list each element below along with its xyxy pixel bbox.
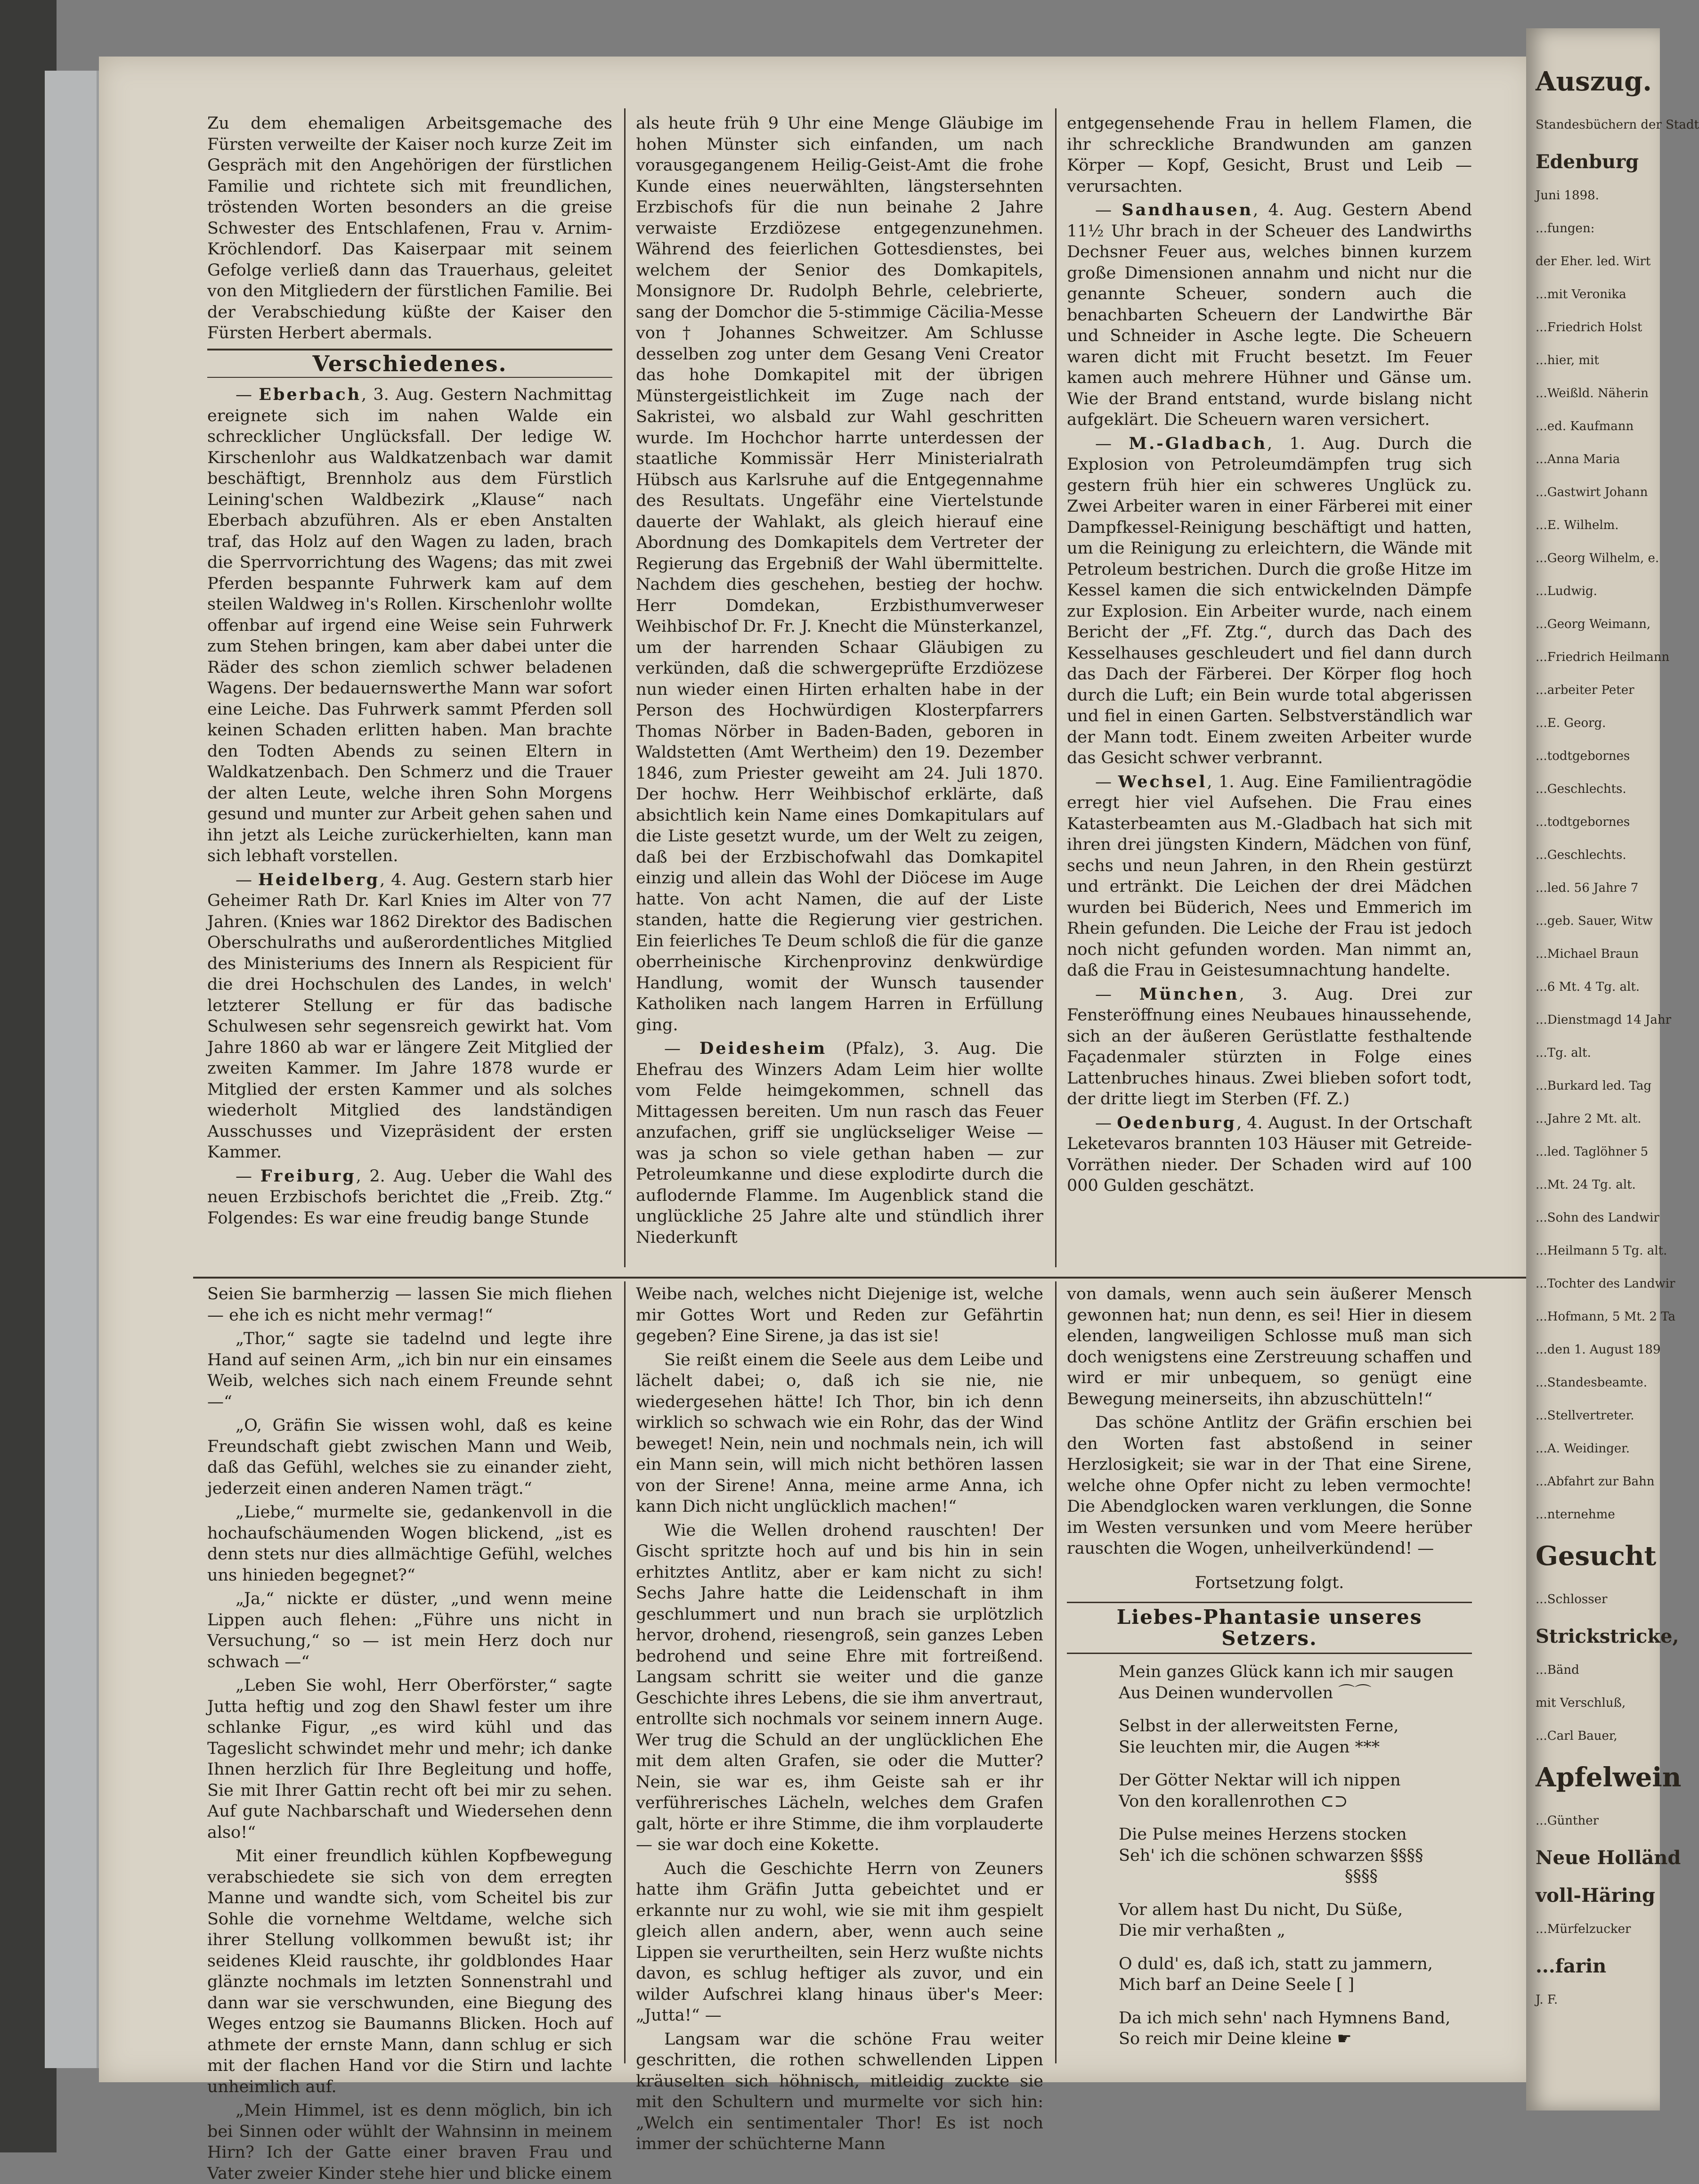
adjacent-page-line: ...led. Taglöhner 5 <box>1536 1145 1649 1159</box>
poem-stanza <box>1067 2008 1472 2050</box>
adjacent-page-line: ...6 Mt. 4 Tg. alt. <box>1536 980 1640 994</box>
news-text: , 4. Aug. Gestern Abend 11½ Uhr brach in der Scheuer des Landwirths Dechsner Feuer aus, welches binnen kurzem große Dimensionen annahm und nicht nur die genannte Scheuer, sondern auch die benachbarten Scheuern der Landwirthe Bär und Schneider in Asche legte. Die Scheuern waren dicht mit Frucht besetzt. Im Feuer kamen auch mehrere Hühner und Gänse um. Wie der Brand entstand, wurde bislang nicht aufgeklärt. Die Scheuern waren versichert. <box>1067 201 1472 429</box>
adjacent-page-line: Strickstricke, <box>1536 1625 1679 1647</box>
adjacent-page-line: ...Georg Weimann, <box>1536 617 1651 631</box>
adjacent-page-line: ...Günther <box>1536 1814 1599 1828</box>
column-rule <box>1055 108 1057 1267</box>
poem-line: Vor allem hast Du nicht, Du Süße, <box>1119 1900 1403 1919</box>
news-text: , 1. Aug. Durch die Explosion von Petroleumdämpfen trug sich gestern früh hier ein schweres Unglück zu. Zwei Arbeiter waren in einer Färberei mit einer Dampfkessel-Reinigung beschäftigt und hatten, um die Reinigung zu erleichtern, die Wände mit Petroleum bestrichen. Durch die große Hitze im Kessel kamen die sich entwickelnden Dämpfe zur Explosion. Ein Arbeiter wurde, nach einem Bericht der „Ff. Ztg.“, durch das Dach des Kesselhauses geschleudert und fiel dann durch das Dach der Färberei. Der Körper flog hoch durch die Luft; ein Bein wurde total abgerissen und fiel in einen Garten. Selbstverständlich war der Mann todt. Einem zweiten Arbeiter wurde das Gesicht schwer verbrannt. <box>1067 434 1472 767</box>
feuilleton-separator <box>193 1277 1559 1279</box>
news-text: , 1. Aug. Eine Familientragödie erregt hier viel Aufsehen. Die Frau eines Katasterbeamten aus M.-Gladbach hat sich mit ihren drei jüngsten Kindern, Mädchen von fünf, sechs und neun Jahren, in den Rhein gestürzt und ertränkt. Die Leichen der drei Mädchen wurden bei Büderich, Nees und Emmerich im Rhein gefunden. Die Leiche der Frau ist jedoch noch nicht gefunden worden. Man nimmt an, daß die Frau in Geistesumnachtung handelte. <box>1067 772 1472 980</box>
adjacent-page-line: ...Hofmann, 5 Mt. 2 Ta <box>1536 1310 1675 1324</box>
poem-title: Liebes-Phantasie unseres Setzers. <box>1067 1602 1472 1654</box>
adjacent-page-line: ...farin <box>1536 1955 1607 1977</box>
news-item: — Wechsel, 1. Aug. Eine Familientragödie erregt hier viel Aufsehen. Die Frau eines Katasterbeamten aus M.-Gladbach hat sich mit ihren drei jüngsten Kindern, Mädchen von fünf, sechs und neun Jahren, in den Rhein gestürzt und ertränkt. Die Leichen der drei Mädchen wurden bei Büderich, Nees und Emmerich im Rhein gefunden. Die Leiche der Frau ist jedoch noch nicht gefunden worden. Man nimmt an, daß die Frau in Geistesumnachtung handelte. <box>1067 772 1472 980</box>
adjacent-page-line: ...hier, mit <box>1536 353 1599 367</box>
adjacent-page-line: ...Friedrich Heilmann <box>1536 650 1670 664</box>
adjacent-page-line: ...fungen: <box>1536 221 1595 236</box>
news-place: Wechsel <box>1118 772 1207 791</box>
poem-stanza <box>1067 1954 1472 1996</box>
news-text: (Pfalz), 3. Aug. Die Ehefrau des Winzers Adam Leim hier wollte vom Felde heimgekommen, schnell das Mittagessen bereiten. Um nun rasch das Feuer anzufachen, griff sie unglückseliger Weise — was ja schon so viele gethan haben — zur Petroleumkanne und diese explodirte durch die auflodernde Flamme. Im Augenblick stand die unglückliche 25 Jahre alte und stündlich ihrer Niederkunft <box>636 1039 1043 1247</box>
news-place: Heidelberg <box>258 870 380 889</box>
poem-line: Mein ganzes Glück kann ich mir saugen <box>1119 1662 1454 1681</box>
news-item: — München, 3. Aug. Drei zur Fensteröffnung eines Neubaues hinaussehende, sich an der äußeren Gerüstlatte festhaltende Façadenmaler stürzten in Folge eines Lattenbruches hinaus. Zwei blieben sofort todt, der dritte liegt im Sterben (Ff. Z.) <box>1067 984 1472 1108</box>
adjacent-page-line: Gesucht <box>1536 1540 1657 1572</box>
news-place: München <box>1139 984 1239 1004</box>
adjacent-page-line: ...Ludwig. <box>1536 584 1597 598</box>
news-place: Freiburg <box>260 1166 356 1186</box>
story-paragraph: Auch die Geschichte Herrn von Zeuners hatte ihm Gräfin Jutta gebeichtet und er erkannte nur zu wohl, wie sie mit ihm gespielt gleich allen andern, aber, wenn auch seine Lippen sie verurtheilten, sein Herz wußte nichts davon, es schlug heftiger als zuvor, und ein wilder Aufschrei klang hinaus über's Meer: „Jutta!“ — <box>636 1859 1043 2025</box>
adjacent-page-line: der Eher. led. Wirt <box>1536 254 1651 269</box>
column-3-top <box>1067 113 1472 1272</box>
book-spine <box>45 71 99 2068</box>
adjacent-page-line: Apfelwein <box>1536 1762 1682 1793</box>
adjacent-page-line: ...todtgebornes <box>1536 749 1630 763</box>
poem-line: §§§§ <box>1345 1867 1378 1886</box>
adjacent-page-line: ...Geschlechts. <box>1536 848 1626 862</box>
adjacent-page-line: ...Heilmann 5 Tg. alt. <box>1536 1244 1667 1258</box>
poem-line: O duld' es, daß ich, statt zu jammern, <box>1119 1954 1433 1973</box>
news-text: , 3. Aug. Drei zur Fensteröffnung eines Neubaues hinaussehende, sich an der äußeren Gerüstlatte festhaltende Façadenmaler stürzten in Folge eines Lattenbruches hinaus. Zwei blieben sofort todt, der dritte liegt im Sterben (Ff. Z.) <box>1067 985 1472 1108</box>
adjacent-page-line: ...Standesbeamte. <box>1536 1376 1647 1390</box>
adjacent-page-line: ...Weißld. Näherin <box>1536 386 1649 400</box>
news-item: — Heidelberg, 4. Aug. Gestern starb hier Geheimer Rath Dr. Karl Knies im Alter von 77 Jahren. (Knies war 1862 Direktor des Badischen Oberschulraths und außerordentliches Mitglied des Ministeriums des Innern als Respicient für die drei Hochschulen des Landes, in welch' letzterer Stellung er für das badische Schulwesen sehr segensreich gewirkt hat. Vom Jahre 1860 ab war er längere Zeit Mitglied der zweiten Kammer. Im Jahre 1878 wurde er Mitglied der ersten Kammer und als solches wiederholt Mitglied des landständigen Ausschusses und Vizepräsident der ersten Kammer. <box>207 870 612 1162</box>
adjacent-page-line: Edenburg <box>1536 151 1639 173</box>
adjacent-page-line: ...Carl Bauer, <box>1536 1729 1618 1743</box>
adjacent-page-line: Standesbüchern der Stadt <box>1536 118 1699 132</box>
story-paragraph: Weibe nach, welches nicht Diejenige ist, welche mir Gottes Wort und Reden zur Gefährtin gegeben? Eine Sirene, ja das ist sie! <box>636 1285 1043 1345</box>
adjacent-page-line: ...Gastwirt Johann <box>1536 485 1648 499</box>
adjacent-page-line: mit Verschluß, <box>1536 1696 1626 1710</box>
story-paragraph: Sie reißt einem die Seele aus dem Leibe und lächelt dabei; o, daß ich sie nie, nie wiedergesehen hätte! Ich Thor, bin ich denn wirklich so schwach wie ein Rohr, das der Wind beweget! Nein, nein und nochmals nein, ich will ein Mann sein, will mich nicht bethören lassen von der Sirene! Anna, meine arme Anna, ich kann Dich nicht unglücklich machen!“ <box>636 1350 1043 1516</box>
adjacent-page-line: ...den 1. August 189 <box>1536 1343 1661 1357</box>
adjacent-page-line: ...Tg. alt. <box>1536 1046 1591 1060</box>
adjacent-page-line: Neue Holländ <box>1536 1847 1681 1869</box>
adjacent-page-line: Auszug. <box>1536 66 1652 97</box>
story-paragraph: „Thor,“ sagte sie tadelnd und legte ihre Hand auf seinen Arm, „ich bin nur ein einsames Weib, welches sich nach einem Freunde sehnt —“ <box>207 1329 612 1411</box>
news-text: , 4. August. In der Ortschaft Leketevaros brannten 103 Häuser mit Getreide-Vorräthen nieder. Der Schaden wird auf 100 000 Gulden geschätzt. <box>1067 1113 1472 1195</box>
news-place: Eberbach <box>259 385 362 404</box>
adjacent-page-line: ...led. 56 Jahre 7 <box>1536 881 1639 895</box>
news-item: — M.-Gladbach, 1. Aug. Durch die Explosion von Petroleumdämpfen trug sich gestern früh hier ein schweres Unglück zu. Zwei Arbeiter waren in einer Färberei mit einer Dampfkessel-Reinigung beschäftigt und hatten, um die Reinigung zu erleichtern, die Wände mit Petroleum bestrichen. Durch die große Hitze im Kessel kamen die sich entwickelnden Dämpfe zur Explosion. Ein Arbeiter wurde, nach einem Bericht der „Ff. Ztg.“, durch das Dach des Kesselhauses geschleudert und fiel dann durch das Dach der Färberei. Der Körper flog hoch durch die Luft; ein Bein wurde total abgerissen und fiel in einen Garten. Selbstverständlich war der Mann todt. Einem zweiten Arbeiter wurde das Gesicht schwer verbrannt. <box>1067 433 1472 767</box>
article-continuation: entgegensehende Frau in hellem Flamen, die ihr schreckliche Brandwunden am ganzen Körper — Kopf, Gesicht, Brust und Leib — verursachten. <box>1067 114 1472 196</box>
column-2-bottom <box>636 1284 1043 2153</box>
column-3-bottom <box>1067 1284 1472 2066</box>
adjacent-page-line: ...geb. Sauer, Witw <box>1536 914 1653 928</box>
story-paragraph: von damals, wenn auch sein äußerer Mensch gewonnen hat; nun denn, es sei! Hier in diesem elenden, langweiligen Schlosse muß man sich doch wenigstens eine Zerstreuung schaffen und wird er mir unbequem, so genügt eine Bewegung meinerseits, ihn abzuschütteln!“ <box>1067 1285 1472 1409</box>
adjacent-page-line: ...nternehme <box>1536 1508 1615 1522</box>
adjacent-page-line: ...Geschlechts. <box>1536 782 1626 796</box>
section-heading: Verschiedenes. <box>207 349 612 378</box>
story-paragraph: Langsam war die schöne Frau weiter geschritten, die rothen schwellenden Lippen kräuselten sich höhnisch, mitleidig zuckte sie mit den Schultern und murmelte vor sich hin: „Welch ein sentimentaler Thor! Es ist noch immer der schüchterne Mann <box>636 2029 1043 2153</box>
column-rule <box>624 1281 626 2063</box>
column-rule <box>624 108 626 1267</box>
news-place: Sandhausen <box>1122 200 1253 220</box>
adjacent-page-line: ...ed. Kaufmann <box>1536 419 1634 433</box>
news-item: — Freiburg, 2. Aug. Ueber die Wahl des neuen Erzbischofs berichtet die „Freib. Ztg.“ Folgendes: Es war eine freudig bange Stunde <box>207 1166 612 1228</box>
poem-line: Da ich mich sehn' nach Hymnens Band, <box>1119 2008 1451 2028</box>
adjacent-page-line: ...A. Weidinger. <box>1536 1442 1630 1456</box>
story-paragraph: „Liebe,“ murmelte sie, gedankenvoll in die hochaufschäumenden Wogen blickend, „ist es denn stets nur dies allmächtige Gefühl, welches uns hinieden begegnet?“ <box>207 1503 612 1585</box>
news-item: — Sandhausen, 4. Aug. Gestern Abend 11½ Uhr brach in der Scheuer des Landwirths Dechsner Feuer aus, welches binnen kurzem große Dimensionen annahm und nicht nur die genannte Scheuer, sondern auch die benachbarten Scheuern der Landwirthe Bär und Schneider in Asche legte. Die Scheuern waren dicht mit Frucht besetzt. Im Feuer kamen auch mehrere Hühner und Gänse um. Wie der Brand entstand, wurde bislang nicht aufgeklärt. Die Scheuern waren versichert. <box>1067 200 1472 429</box>
news-text: , 4. Aug. Gestern starb hier Geheimer Rath Dr. Karl Knies im Alter von 77 Jahren. (Knies war 1862 Direktor des Badischen Oberschulraths und außerordentliches Mitglied des Ministeriums des Innern als Respicient für die drei Hochschulen des Landes, in welch' letzterer Stellung er für das badische Schulwesen sehr segensreich gewirkt hat. Vom Jahre 1860 ab war er längere Zeit Mitglied der zweiten Kammer. Im Jahre 1878 wurde er Mitglied der ersten Kammer und als solches wiederholt Mitglied des landständigen Ausschusses und Vizepräsident der ersten Kammer. <box>207 870 612 1162</box>
adjacent-page-line: ...Tochter des Landwir <box>1536 1277 1675 1291</box>
story-paragraph: „Leben Sie wohl, Herr Oberförster,“ sagte Jutta heftig und zog den Shawl fester um ihre schlanke Figur, „es wird kühl und das Tageslicht schwindet mehr und mehr; ich danke Ihnen herzlich für Ihre Begleitung und hoffe, Sie mit Ihrer Gattin recht oft bei mir zu sehen. Auf gute Nachbarschaft und Wiedersehen denn also!“ <box>207 1676 612 1842</box>
adjacent-page-line: J. F. <box>1536 1993 1558 2007</box>
news-item: — Oedenburg, 4. August. In der Ortschaft Leketevaros brannten 103 Häuser mit Getreide-Vorräthen nieder. Der Schaden wird auf 100 000 Gulden geschätzt. <box>1067 1113 1472 1195</box>
adjacent-page-line: ...Jahre 2 Mt. alt. <box>1536 1112 1642 1126</box>
poem-stanza <box>1067 1716 1472 1758</box>
adjacent-page-line: ...Mt. 24 Tg. alt. <box>1536 1178 1636 1192</box>
adjacent-page-line: ...E. Wilhelm. <box>1536 518 1619 532</box>
adjacent-page-line: ...Mürfelzucker <box>1536 1922 1631 1936</box>
poem-line: Aus Deinen wundervollen ⌒⌒ <box>1119 1683 1372 1703</box>
poem-line: Von den korallenrothen ⊂⊃ <box>1119 1792 1348 1811</box>
poem-line: So reich mir Deine kleine ☛ <box>1119 2029 1352 2048</box>
column-1-top <box>207 113 612 1272</box>
poem-line: Die mir verhaßten „ <box>1119 1921 1285 1940</box>
adjacent-page-line: ...Burkard led. Tag <box>1536 1079 1652 1093</box>
adjacent-page-line: voll-Häring <box>1536 1884 1655 1907</box>
poem-stanza <box>1067 1662 1472 1703</box>
adjacent-page-line: ...Abfahrt zur Bahn <box>1536 1475 1655 1489</box>
news-place: M.-Gladbach <box>1129 433 1268 453</box>
story-paragraph: „Ja,“ nickte er düster, „und wenn meine Lippen auch flehen: „Führe uns nicht in Versuchung,“ so — ist mein Herz doch nur schwach —“ <box>207 1589 612 1671</box>
column-1-bottom <box>207 1284 612 2183</box>
poem-stanza <box>1067 1824 1472 1887</box>
story-paragraph: „Mein Himmel, ist es denn möglich, bin ich bei Sinnen oder wühlt der Wahnsinn in meinem Hirn? Ich der Gatte einer braven Frau und Vater zweier Kinder stehe hier und blicke einem <box>207 2101 612 2183</box>
adjacent-page-line: ...Georg Wilhelm, e. <box>1536 551 1659 565</box>
adjacent-page-line: ...Anna Maria <box>1536 452 1620 466</box>
column-rule <box>1055 1281 1057 2063</box>
article-continuation: Zu dem ehemaligen Arbeitsgemache des Fürsten verweilte der Kaiser noch kurze Zeit im Gespräch mit den Angehörigen der fürstlichen Familie und richtete sich mit freundlichen, tröstenden Worten besonders an die greise Schwester des Entschlafenen, Frau v. Arnim-Kröchlendorf. Das Kaiserpaar mit seinem Gefolge verließ dann das Trauerhaus, geleitet von den Mitgliedern der fürstlichen Familie. Bei der Verabschiedung küßte der Kaiser den Fürsten Herbert abermals. <box>207 114 612 342</box>
article-continuation: als heute früh 9 Uhr eine Menge Gläubige im hohen Münster sich einfanden, um nach vorausgegangenem Heilig-Geist-Amt die frohe Kunde eines neuerwählten, längstersehnten Erzbischofs für die nun beinahe 2 Jahre verwaiste Erzdiözese entgegenzunehmen. Während des feierlichen Gottesdienstes, bei welchem der Senior des Domkapitels, Monsignore Dr. Rudolph Behrle, celebrierte, sang der Domchor die 5-stimmige Cäcilia-Messe von † Johannes Schweitzer. Am Schlusse desselben zog unter dem Gesang Veni Creator das hohe Domkapitel mit der übrigen Münstergeistlichkeit im Zuge nach der Sakristei, wo alsbald zur Wahl geschritten wurde. Im Hochchor harrte unterdessen der staatliche Kommissär Herr Ministerialrath Hübsch aus Karlsruhe auf die Entgegennahme des Resultats. Ungefähr eine Viertelstunde dauerte der Wahlakt, als gleich hierauf eine Abordnung des Domkapitels dem Vertreter der Regierung das Ergebniß der Wahl übermittelte. Nachdem dies geschehen, bestieg der hochw. Herr Domdekan, Erzbisthumverweser Weihbischof Dr. Fr. J. Knecht die Münsterkanzel, um der harrenden Schaar Gläubigen zu verkünden, daß die schwergeprüfte Erzdiözese nun wieder einen Hirten erhalten habe in der Person des Hochwürdigen Klosterpfarrers Thomas Nörber in Baden-Baden, geboren in Waldstetten (Amt Wertheim) den 19. Dezember 1846, zum Priester geweiht am 24. Juli 1870. Der hochw. Herr Weihbischof erklärte, daß absichtlich kein Name eines Domkapitulars auf die Liste gesetzt wurde, um der Welt zu zeigen, daß bei der Erzbischofwahl das Domkapitel einzig und allein das Wohl der Diöcese im Auge hatte. Von acht Namen, die auf der Liste standen, hatte die Regierung vier gestrichen. Ein feierliches Te Deum schloß die für die ganze oberrheinische Kirchenprovinz denkwürdige Handlung, womit der Wunsch tausender Katholiken nach langem Harren in Erfüllung ging. <box>636 114 1043 1035</box>
adjacent-page-line: ...Dienstmagd 14 Jahr <box>1536 1013 1672 1027</box>
poem-line: Selbst in der allerweitsten Ferne, <box>1119 1717 1399 1736</box>
story-paragraph: Wie die Wellen drohend rauschten! Der Gischt spritzte hoch auf und bis hin in sein erhitztes Antlitz, aber er kam nicht zu sich! Sechs Jahre hatte die Leidenschaft in ihm geschlummert und nun brach sie urplötzlich hervor, drohend, riesengroß, sein ganzes Leben bedrohend und seine Ehre mit fortreißend. Langsam schritt sie weiter und die ganze Geschichte ihres Lebens, die sie ihm anvertraut, entrollte sich nochmals vor seinem innern Auge. Wer trug die Schuld an der unglücklichen Ehe mit dem alten Grafen, sie oder die Mutter? Nein, sie war es, ihm Geiste sah er ihr verführerisches Lächeln, welches dem Grafen galt, hörte er ihre Stimme, die ihm vorplauderte — sie war doch eine Kokette. <box>636 1521 1043 1854</box>
story-paragraph: Das schöne Antlitz der Gräfin erschien bei den Worten fast abstoßend in seiner Herzlosigkeit; sie war in der That eine Sirene, welche ohne Opfer nicht zu leben vermochte! Die Abendglocken waren verklungen, die Sonne im Westen versunken und vom Meere herüber rauschten die Wogen, unheilverkündend! — <box>1067 1413 1472 1558</box>
adjacent-page-line: ...Michael Braun <box>1536 947 1639 961</box>
news-text: , 3. Aug. Gestern Nachmittag ereignete sich im nahen Walde ein schrecklicher Unglücksfall. Der ledige W. Kirschenlohr aus Waldkatzenbach war damit beschäftigt, Brennholz aus dem Fürstlich Leining'schen Waldbezirk „Klause“ nach Eberbach abzuführen. Als er eben Anstalten traf, das Holz auf den Wagen zu laden, brach die Sperrvorrichtung des Wagens; das mit zwei Pferden bespannte Fuhrwerk kam auf dem steilen Waldweg in's Rollen. Kirschenlohr wollte offenbar auf irgend eine Weise sein Fuhrwerk zum Stehen bringen, kam aber dabei unter die Räder des schon ziemlich schwer beladenen Wagens. Der bedauernswerthe Mann war sofort eine Leiche. Das Fuhrwerk sammt Pferden soll keinen Schaden erlitten haben. Man brachte den Todten Abends zu seinen Eltern in Waldkatzenbach. Den Schmerz und die Trauer der alten Leute, welche ihren Sohn Morgens gesund und munter zur Arbeit gehen sahen und ihn jetzt als Leiche zurückerhielten, kann man sich lebhaft vorstellen. <box>207 385 612 865</box>
story-paragraph: Mit einer freundlich kühlen Kopfbewegung verabschiedete sie sich von dem erregten Manne und wandte sich, vom Scheitel bis zur Sohle die vornehme Weltdame, welche sich ihrer Stellung vollkommen bewußt ist; ihr seidenes Kleid rauschte, ihr goldblondes Haar glänzte nochmals im letzten Sonnenstrahl und dann war sie verschwunden, eine Biegung des Weges entzog sie Baumanns Blicken. Hoch auf athmete der ernste Mann, dann schlug er sich mit der flachen Hand vor die Stirn und lachte unheimlich auf. <box>207 1847 612 2096</box>
story-paragraph: „O, Gräfin Sie wissen wohl, daß es keine Freundschaft giebt zwischen Mann und Weib, daß das Gefühl, welches sie zu einander zieht, jederzeit einen anderen Namen trägt.“ <box>207 1416 612 1498</box>
adjacent-page-line: ...Friedrich Holst <box>1536 320 1642 334</box>
adjacent-page-line: ...Stellvertreter. <box>1536 1409 1634 1423</box>
poem-line: Mich barf an Deine Seele [ ] <box>1119 1975 1355 1994</box>
poem-line: Sie leuchten mir, die Augen *** <box>1119 1737 1380 1757</box>
adjacent-page-line: ...mit Veronika <box>1536 287 1626 302</box>
news-item: — Deidesheim (Pfalz), 3. Aug. Die Ehefrau des Winzers Adam Leim hier wollte vom Felde heimgekommen, schnell das Mittagessen bereiten. Um nun rasch das Feuer anzufachen, griff sie unglückseliger Weise — was ja schon so viele gethan haben — zur Petroleumkanne und diese explodirte durch die auflodernde Flamme. Im Augenblick stand die unglückliche 25 Jahre alte und stündlich ihrer Niederkunft <box>636 1039 1043 1247</box>
poem-stanza <box>1067 1899 1472 1941</box>
poem-line: Die Pulse meines Herzens stocken <box>1119 1825 1407 1844</box>
continued-note: Fortsetzung folgt. <box>1195 1573 1344 1592</box>
news-text: , 2. Aug. Ueber die Wahl des neuen Erzbischofs berichtet die „Freib. Ztg.“ Folgendes: Es war eine freudig bange Stunde <box>207 1166 612 1228</box>
adjacent-page-line: ...todtgebornes <box>1536 815 1630 829</box>
news-item: — Eberbach, 3. Aug. Gestern Nachmittag ereignete sich im nahen Walde ein schrecklicher Unglücksfall. Der ledige W. Kirschenlohr aus Waldkatzenbach war damit beschäftigt, Brennholz aus dem Fürstlich Leining'schen Waldbezirk „Klause“ nach Eberbach abzuführen. Als er eben Anstalten traf, das Holz auf den Wagen zu laden, brach die Sperrvorrichtung des Wagens; das mit zwei Pferden bespannte Fuhrwerk kam auf dem steilen Waldweg in's Rollen. Kirschenlohr wollte offenbar auf irgend eine Weise sein Fuhrwerk zum Stehen bringen, kam aber dabei unter die Räder des schon ziemlich schwer beladenen Wagens. Der bedauernswerthe Mann war sofort eine Leiche. Das Fuhrwerk sammt Pferden soll keinen Schaden erlitten haben. Man brachte den Todten Abends zu seinen Eltern in Waldkatzenbach. Den Schmerz und die Trauer der alten Leute, welche ihren Sohn Morgens gesund und munter zur Arbeit gehen sahen und ihn jetzt als Leiche zurückerhielten, kann man sich lebhaft vorstellen. <box>207 385 612 865</box>
adjacent-page-line: ...Sohn des Landwir <box>1536 1211 1659 1225</box>
adjacent-page-line: ...Schlosser <box>1536 1592 1608 1606</box>
news-place: Oedenburg <box>1117 1113 1236 1133</box>
poem-stanza <box>1067 1770 1472 1812</box>
adjacent-page-line: ...Bänd <box>1536 1663 1579 1677</box>
column-2-top <box>636 113 1043 1272</box>
poem-line: Der Götter Nektar will ich nippen <box>1119 1771 1401 1790</box>
newspaper-page <box>99 57 1536 2183</box>
poem-line: Seh' ich die schönen schwarzen §§§§ <box>1119 1846 1423 1865</box>
story-paragraph: Seien Sie barmherzig — lassen Sie mich fliehen — ehe ich es nicht mehr vermag!“ <box>207 1285 612 1325</box>
adjacent-page-line: ...E. Georg. <box>1536 716 1606 730</box>
adjacent-page-line: Juni 1898. <box>1536 188 1599 203</box>
news-place: Deidesheim <box>699 1039 827 1058</box>
adjacent-page <box>1526 28 1699 2111</box>
adjacent-page-line: ...arbeiter Peter <box>1536 683 1634 697</box>
